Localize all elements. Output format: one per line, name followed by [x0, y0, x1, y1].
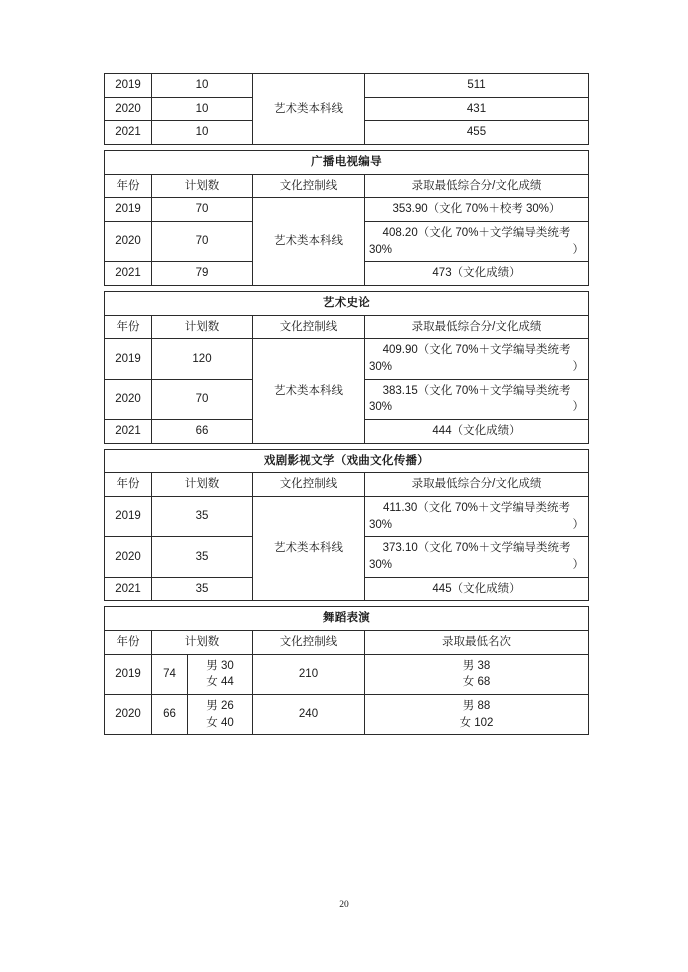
cell-control-line: 240 — [253, 695, 365, 735]
column-header-min-score: 录取最低综合分/文化成绩 — [365, 315, 589, 339]
cell-plan: 79 — [152, 262, 253, 286]
cell-plan: 35 — [152, 577, 253, 601]
column-header-year: 年份 — [105, 174, 152, 198]
table-continued-top — [104, 73, 589, 145]
cell-plan: 120 — [152, 339, 253, 379]
cell-year: 2019 — [105, 74, 152, 98]
cell-plan-female: 女 40 — [206, 716, 234, 729]
cell-year: 2020 — [105, 97, 152, 121]
cell-plan-total: 66 — [152, 695, 188, 735]
cell-control-line: 艺术类本科线 — [253, 339, 365, 443]
table-dance-performance — [104, 606, 589, 735]
column-header-year: 年份 — [105, 631, 152, 655]
column-header-plan: 计划数 — [152, 631, 253, 655]
cell-control-line: 艺术类本科线 — [253, 198, 365, 286]
cell-plan: 35 — [152, 537, 253, 577]
column-header-row — [105, 315, 589, 339]
column-header-year: 年份 — [105, 473, 152, 497]
section-title: 舞蹈表演 — [105, 607, 589, 631]
cell-year: 2019 — [105, 497, 152, 537]
cell-year: 2020 — [105, 379, 152, 419]
column-header-min-rank: 录取最低名次 — [365, 631, 589, 655]
cell-score: 431 — [365, 97, 589, 121]
column-header-control-line: 文化控制线 — [253, 174, 365, 198]
column-header-plan: 计划数 — [152, 174, 253, 198]
column-header-row — [105, 174, 589, 198]
table-drama-film-tv-literature — [104, 449, 589, 602]
cell-year: 2019 — [105, 339, 152, 379]
cell-rank-female: 女 68 — [462, 676, 491, 689]
cell-score: 444（文化成绩） — [365, 420, 589, 444]
cell-score: 373.10（文化 70%＋文学编导类统考 30%） — [365, 537, 589, 577]
column-header-control-line: 文化控制线 — [253, 631, 365, 655]
cell-score: 383.15（文化 70%＋文学编导类统考 30%） — [365, 379, 589, 419]
cell-rank-by-gender — [365, 695, 589, 735]
section-title-row — [105, 151, 589, 175]
column-header-year: 年份 — [105, 315, 152, 339]
cell-control-line: 艺术类本科线 — [253, 497, 365, 601]
section-title: 戏剧影视文学（戏曲文化传播） — [105, 449, 589, 473]
section-title-row — [105, 449, 589, 473]
cell-control-line: 210 — [253, 654, 365, 694]
table-art-history-theory — [104, 291, 589, 444]
cell-plan-by-gender — [188, 654, 253, 694]
column-header-row — [105, 473, 589, 497]
cell-rank-male: 男 38 — [462, 659, 491, 672]
cell-plan: 10 — [152, 97, 253, 121]
cell-score: 511 — [365, 74, 589, 98]
cell-rank-male: 男 88 — [462, 700, 491, 713]
cell-year: 2020 — [105, 222, 152, 262]
table-row — [105, 654, 589, 694]
cell-year: 2019 — [105, 198, 152, 222]
table-row — [105, 695, 589, 735]
cell-plan: 70 — [152, 379, 253, 419]
table-row — [105, 339, 589, 379]
section-title-row — [105, 607, 589, 631]
cell-score: 445（文化成绩） — [365, 577, 589, 601]
cell-plan: 35 — [152, 497, 253, 537]
cell-score: 455 — [365, 121, 589, 145]
section-title-row — [105, 292, 589, 316]
column-header-min-score: 录取最低综合分/文化成绩 — [365, 174, 589, 198]
column-header-row — [105, 631, 589, 655]
cell-rank-female: 女 102 — [459, 716, 494, 729]
document-body — [104, 73, 588, 735]
cell-plan-male: 男 30 — [206, 659, 234, 672]
cell-plan: 70 — [152, 198, 253, 222]
cell-year: 2020 — [105, 537, 152, 577]
cell-score: 409.90（文化 70%＋文学编导类统考 30%） — [365, 339, 589, 379]
cell-plan-male: 男 26 — [206, 700, 234, 713]
cell-score: 408.20（文化 70%＋文学编导类统考 30%） — [365, 222, 589, 262]
column-header-min-score: 录取最低综合分/文化成绩 — [365, 473, 589, 497]
table-row — [105, 497, 589, 537]
cell-plan: 10 — [152, 121, 253, 145]
cell-year: 2021 — [105, 577, 152, 601]
cell-score: 353.90（文化 70%＋校考 30%） — [365, 198, 589, 222]
cell-plan: 10 — [152, 74, 253, 98]
section-title: 广播电视编导 — [105, 151, 589, 175]
cell-year: 2020 — [105, 695, 152, 735]
cell-rank-by-gender — [365, 654, 589, 694]
cell-plan: 66 — [152, 420, 253, 444]
section-title: 艺术史论 — [105, 292, 589, 316]
column-header-control-line: 文化控制线 — [253, 315, 365, 339]
cell-score: 411.30（文化 70%＋文学编导类统考 30%） — [365, 497, 589, 537]
table-row — [105, 74, 589, 98]
cell-year: 2021 — [105, 262, 152, 286]
column-header-plan: 计划数 — [152, 315, 253, 339]
table-broadcast-tv-directing — [104, 150, 589, 286]
page-number: 20 — [339, 900, 349, 910]
cell-year: 2019 — [105, 654, 152, 694]
cell-score: 473（文化成绩） — [365, 262, 589, 286]
cell-plan-by-gender — [188, 695, 253, 735]
cell-plan-total: 74 — [152, 654, 188, 694]
cell-year: 2021 — [105, 121, 152, 145]
cell-year: 2021 — [105, 420, 152, 444]
cell-control-line: 艺术类本科线 — [253, 74, 365, 145]
column-header-plan: 计划数 — [152, 473, 253, 497]
cell-plan: 70 — [152, 222, 253, 262]
cell-plan-female: 女 44 — [206, 676, 234, 689]
column-header-control-line: 文化控制线 — [253, 473, 365, 497]
table-row — [105, 198, 589, 222]
